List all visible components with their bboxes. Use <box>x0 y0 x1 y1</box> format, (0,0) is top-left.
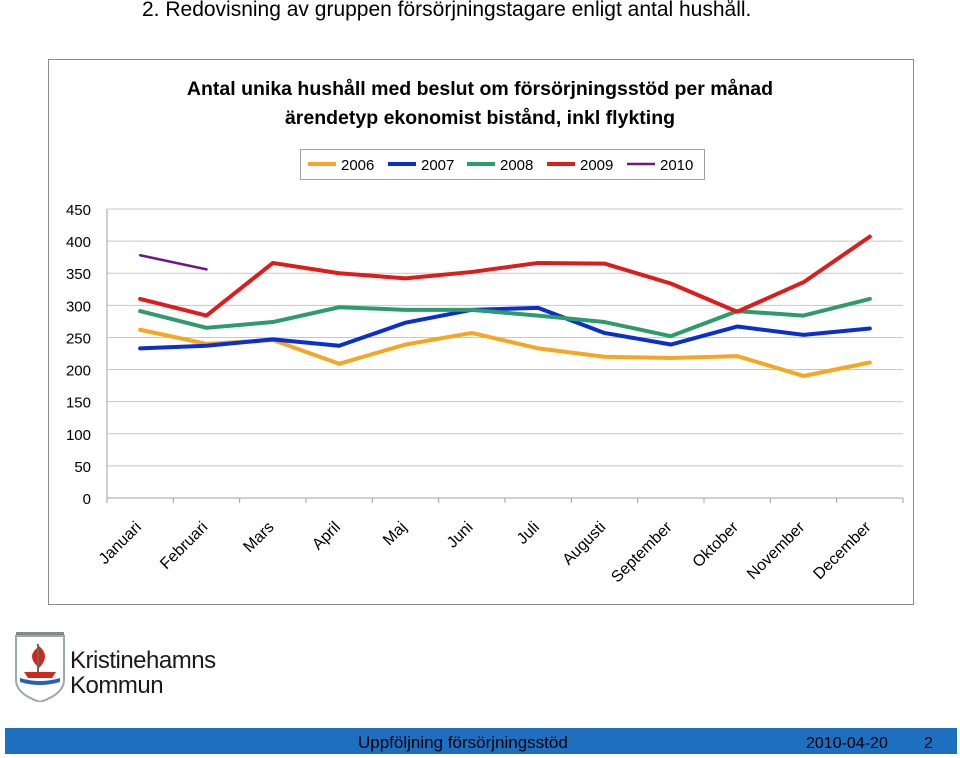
y-tick-label: 50 <box>74 458 91 476</box>
y-tick-label: 250 <box>65 330 91 348</box>
page-number: 2 <box>924 735 933 752</box>
legend-label-2008: 2008 <box>500 157 534 174</box>
x-tick-label: December <box>810 518 875 584</box>
y-tick-label: 150 <box>65 394 91 412</box>
logo-line-2: Kommun <box>70 672 164 699</box>
x-tick-label: Februari <box>157 518 212 573</box>
x-tick-label: Juli <box>513 518 543 548</box>
x-tick-label: Maj <box>380 518 411 550</box>
chart-title-line-2: ärendetyp ekonomist bistånd, inkl flykting <box>284 107 676 129</box>
legend-label-2006: 2006 <box>341 157 375 174</box>
x-tick-label: Oktober <box>689 518 742 572</box>
legend-label-2007: 2007 <box>421 157 455 174</box>
slide-heading: 2. Redovisning av gruppen försörjningstagare enligt antal hushåll. <box>142 0 752 21</box>
y-tick-label: 200 <box>65 362 91 380</box>
logo-line-1: Kristinehamns <box>70 647 216 674</box>
y-tick-label: 400 <box>65 234 91 252</box>
kommun-logo-text <box>70 648 216 698</box>
series-line-2010 <box>140 255 206 269</box>
x-tick-label: April <box>309 518 344 554</box>
x-tick-label: Augusti <box>559 518 610 569</box>
footer-date: 2010-04-20 <box>806 735 888 752</box>
legend-label-2009: 2009 <box>580 157 614 174</box>
y-tick-label: 350 <box>65 266 91 284</box>
series-line-2006 <box>140 330 870 376</box>
y-tick-label: 450 <box>65 202 91 219</box>
x-tick-label: Mars <box>240 518 278 556</box>
y-tick-label: 100 <box>65 426 91 444</box>
x-tick-label: Juni <box>443 518 477 552</box>
x-tick-label: Januari <box>95 518 145 568</box>
y-tick-label: 0 <box>82 491 91 508</box>
x-tick-label: November <box>744 518 809 584</box>
series-line-2009 <box>140 237 870 316</box>
legend-label-2010: 2010 <box>660 157 694 174</box>
footer-title: Uppföljning försörjningsstöd <box>358 733 568 752</box>
x-tick-label: September <box>608 518 676 587</box>
chart-title-line-1: Antal unika hushåll med beslut om försörjningsstöd per månad <box>186 78 774 100</box>
y-tick-label: 300 <box>65 298 91 316</box>
